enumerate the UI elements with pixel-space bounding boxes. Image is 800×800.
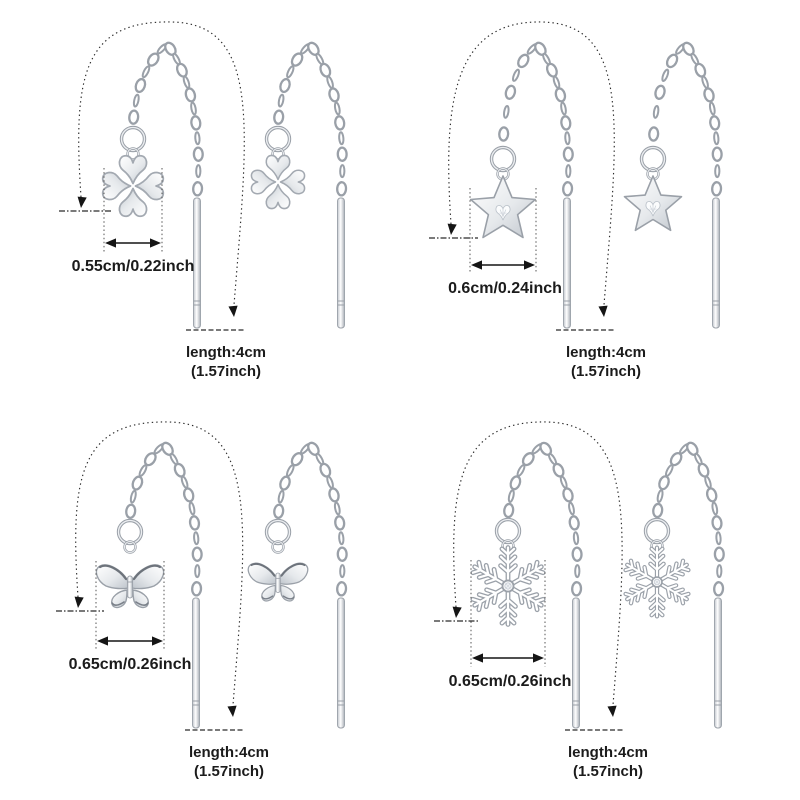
right-earring — [248, 441, 347, 728]
charm-width-label: 0.6cm/0.24inch — [448, 280, 562, 297]
panel-clover-pair — [0, 0, 400, 400]
left-earring — [96, 441, 201, 728]
right-earring — [624, 441, 724, 728]
ear-threader-bar — [573, 598, 580, 728]
earring-length-label: length:4cm — [567, 744, 649, 761]
butterfly-earrings-illustration — [0, 400, 400, 800]
threader-chain — [274, 41, 347, 196]
butterfly-earrings-art — [56, 422, 347, 730]
star-earrings-illustration — [400, 0, 800, 400]
earring-length-sublabel: (1.57inch) — [190, 363, 262, 380]
earring-length-sublabel: (1.57inch) — [193, 763, 265, 780]
charm-width-label: 0.55cm/0.22inch — [71, 258, 195, 275]
threader-chain — [649, 41, 722, 196]
charm-width-label: 0.65cm/0.26inch — [448, 673, 572, 690]
clover-charm — [103, 156, 164, 217]
star-charm — [625, 176, 682, 230]
threader-chain — [653, 441, 724, 596]
ear-threader-bar — [715, 598, 722, 728]
ear-threader-bar — [713, 198, 720, 328]
ear-threader-bar — [338, 198, 345, 328]
butterfly-charm — [96, 565, 163, 608]
right-earring — [625, 41, 722, 328]
earring-length-label: length:4cm — [565, 344, 647, 361]
ear-threader-bar — [564, 198, 571, 328]
snowflake-charm — [624, 548, 690, 617]
left-earring — [103, 41, 203, 328]
snowflake-earrings-illustration — [400, 400, 800, 800]
charm-width-label: 0.65cm/0.26inch — [68, 656, 192, 673]
earring-length-sublabel: (1.57inch) — [572, 763, 644, 780]
panel-star-pair — [400, 0, 800, 400]
ear-threader-bar — [193, 598, 200, 728]
earring-length-label: length:4cm — [188, 744, 270, 761]
ear-threader-bar — [194, 198, 201, 328]
earring-length-sublabel: (1.57inch) — [570, 363, 642, 380]
star-charm — [471, 176, 536, 238]
ear-threader-bar — [338, 598, 345, 728]
butterfly-charm — [248, 563, 307, 601]
clover-earrings-illustration — [0, 0, 400, 400]
panel-butterfly-pair — [0, 400, 400, 800]
right-earring — [251, 41, 346, 328]
threader-chain — [499, 41, 573, 196]
panel-snowflake-pair — [400, 400, 800, 800]
clover-earrings-art — [59, 22, 347, 330]
earring-length-label: length:4cm — [185, 344, 267, 361]
snowflake-charm — [471, 548, 545, 625]
clover-charm — [251, 155, 304, 208]
